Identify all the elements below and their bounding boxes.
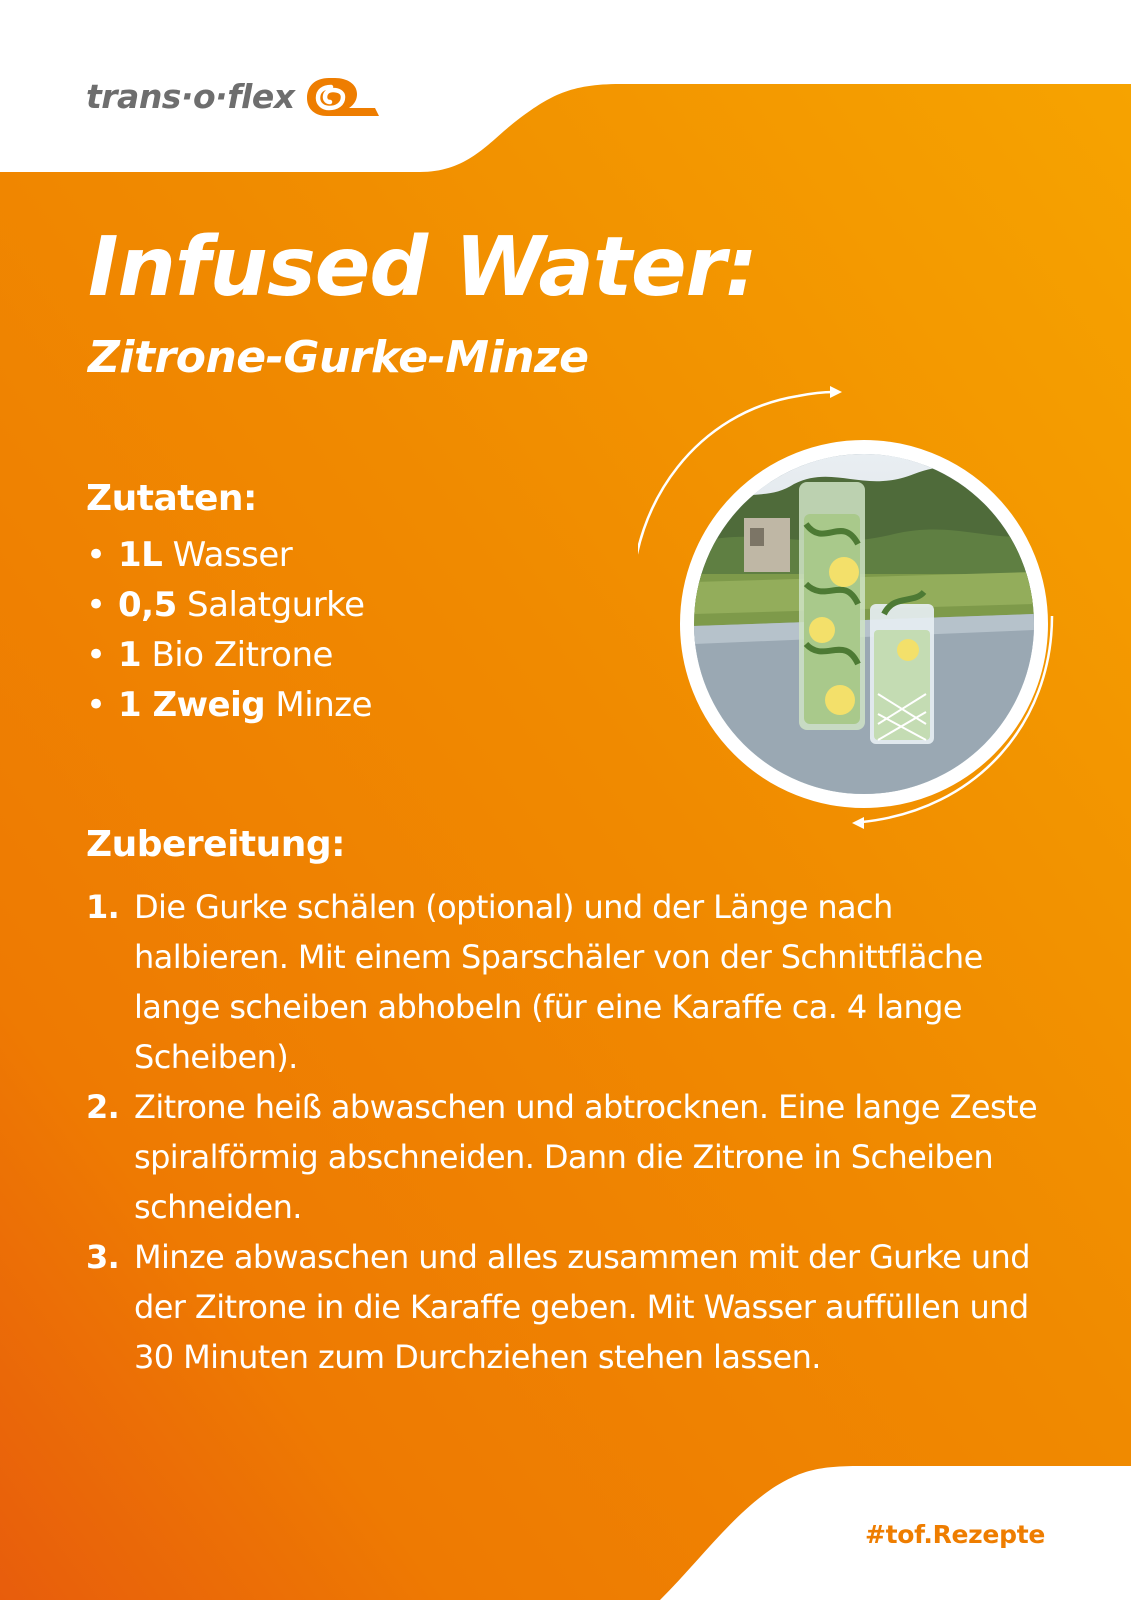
photo-area	[638, 382, 1088, 842]
step-text: Zitrone heiß abwaschen und abtrocknen. Eine lange Zeste spiralförmig abschneiden. Dann die Zitrone in Scheiben schneiden.	[134, 1088, 1038, 1226]
step-item	[86, 882, 1046, 1082]
ingredient-item	[86, 530, 372, 580]
step-item	[86, 1082, 1046, 1232]
ingredient-item	[86, 580, 372, 630]
page-title: Infused Water:	[88, 220, 757, 315]
recipe-photo	[680, 440, 1048, 808]
ingredient-name: Minze	[275, 685, 373, 725]
ingredient-quantity: 0,5	[118, 585, 177, 625]
ingredient-name: Bio Zitrone	[151, 635, 333, 675]
footer-hashtag: #tof.Rezepte	[865, 1520, 1045, 1549]
step-text: Die Gurke schälen (optional) und der Länge nach halbieren. Mit einem Sparschäler von der Schnittfläche lange scheiben abhobeln (für eine Karaffe ca. 4 lange Scheiben).	[134, 888, 983, 1076]
ingredient-quantity: 1L	[118, 535, 163, 575]
preparation-steps	[86, 882, 1046, 1382]
ingredient-item	[86, 630, 372, 680]
carafe-and-glass-photo	[694, 454, 1034, 794]
step-number: 3.	[86, 1238, 120, 1276]
step-text: Minze abwaschen und alles zusammen mit der Gurke und der Zitrone in die Karaffe geben. Mit Wasser auffüllen und 30 Minuten zum Durchziehen stehen lassen.	[134, 1238, 1030, 1376]
ingredient-item	[86, 680, 372, 730]
ingredient-quantity: 1 Zweig	[118, 685, 266, 725]
page-subtitle: Zitrone-Gurke-Minze	[88, 332, 589, 383]
company-logo	[86, 68, 383, 124]
ingredient-name: Wasser	[172, 535, 293, 575]
logo-wordmark: trans·o·flex	[86, 76, 295, 116]
step-number: 2.	[86, 1088, 120, 1126]
ingredient-quantity: 1	[118, 635, 142, 675]
ingredients-heading: Zutaten:	[86, 478, 257, 519]
logo-swirl-icon	[305, 72, 383, 120]
step-number: 1.	[86, 888, 120, 926]
ingredient-list	[86, 530, 372, 730]
step-item	[86, 1232, 1046, 1382]
ingredient-name: Salatgurke	[187, 585, 365, 625]
preparation-heading: Zubereitung:	[86, 824, 346, 865]
